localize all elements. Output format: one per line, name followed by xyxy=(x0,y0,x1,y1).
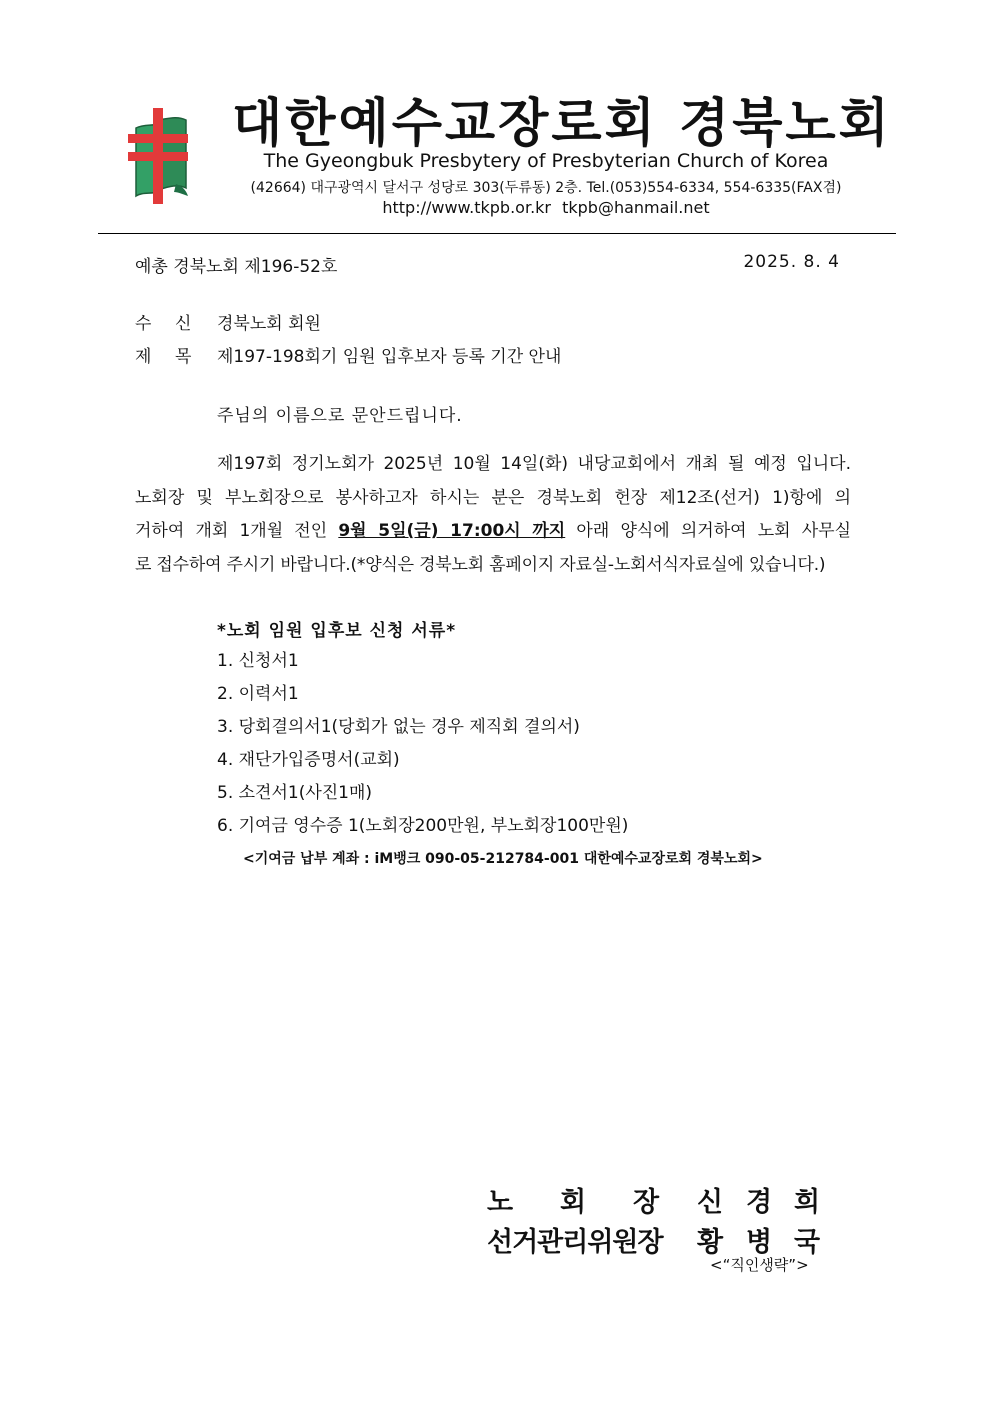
subject-label-char-2: 목 xyxy=(175,347,192,367)
list-item: 1. 신청서1 xyxy=(217,651,299,671)
requirements-list xyxy=(217,648,628,846)
recipient-label-char-2: 신 xyxy=(175,314,192,334)
list-item: 3. 당회결의서1(당회가 없는 경우 제직회 결의서) xyxy=(217,717,580,737)
body-line-3-after: 아래 양식에 의거하여 노회 사무실 xyxy=(576,521,852,541)
recipient-label xyxy=(135,309,215,334)
sig-name-char: 희 xyxy=(794,1187,821,1218)
org-name-korean: 대한예수교장로회 경북노회 xyxy=(232,94,892,154)
body-line-4: 로 접수하여 주시기 바랍니다.(*양식은 경북노회 홈페이지 자료실-노회서식자료실에 있습니다.) xyxy=(135,554,826,575)
document-number: 예총 경북노회 제196-52호 xyxy=(135,257,338,277)
greeting: 주님의 이름으로 문안드립니다. xyxy=(217,406,463,426)
list-item: 6. 기여금 영수증 1(노회장200만원, 부노회장100만원) xyxy=(217,816,629,836)
sig-name-char: 국 xyxy=(794,1227,821,1258)
signature-line-presbytery-moderator xyxy=(0,1180,992,1216)
header-divider xyxy=(98,233,896,234)
sig-name-char: 경 xyxy=(746,1187,773,1218)
list-item: 5. 소견서1(사진1매) xyxy=(217,783,373,803)
body-paragraph xyxy=(135,448,851,582)
account-note: <기여금 납부 계좌 : iM뱅크 090-05-212784-001 대한예수교장로회 경북노회> xyxy=(243,851,763,867)
deadline-highlight: 9월 5일(금) 17:00시 까지 xyxy=(338,521,566,541)
sig-name-char: 병 xyxy=(746,1227,773,1258)
document-date: 2025. 8. 4 xyxy=(743,252,840,272)
sig-title-char: 노 xyxy=(487,1187,514,1218)
signature-line-election-chair xyxy=(0,1220,992,1256)
subject-label-char-1: 제 xyxy=(135,347,152,367)
org-website-email: http://www.tkpb.or.kr tkpb@hanmail.net xyxy=(382,198,710,217)
body-line-3-before: 거하여 개회 1개월 전인 xyxy=(135,521,328,541)
sig-name-char: 신 xyxy=(697,1187,724,1218)
recipient-value: 경북노회 회원 xyxy=(217,314,321,334)
sig-title: 선거관리위원장 xyxy=(487,1227,663,1258)
body-line-3 xyxy=(135,515,851,549)
list-item: 4. 재단가입증명서(교회) xyxy=(217,750,400,770)
list-item: 2. 이력서1 xyxy=(217,684,299,704)
sig-title-char: 장 xyxy=(633,1187,660,1218)
body-line-2: 노회장 및 부노회장으로 봉사하고자 하시는 분은 경북노회 헌장 제12조(선거) 1)항에 의 xyxy=(135,487,851,508)
sig-title-char: 회 xyxy=(560,1187,587,1218)
subject-label xyxy=(135,342,215,367)
sig-name-char: 황 xyxy=(697,1227,724,1258)
subject-value: 제197-198회기 임원 입후보자 등록 기간 안내 xyxy=(217,347,562,367)
requirements-title: *노회 임원 입후보 신청 서류* xyxy=(217,621,457,641)
body-line-1: 제197회 정기노회가 2025년 10월 14일(화) 내당교회에서 개최 될 예정 입니다. xyxy=(217,454,851,474)
org-address: (42664) 대구광역시 달서구 성당로 303(두류동) 2층. Tel.(053)554-6334, 554-6335(FAX겸) xyxy=(250,180,842,196)
org-name-english: The Gyeongbuk Presbytery of Presbyterian Church of Korea xyxy=(263,150,829,172)
seal-omitted-note: <“직인생략”> xyxy=(710,1256,809,1274)
recipient-label-char-1: 수 xyxy=(135,314,152,334)
